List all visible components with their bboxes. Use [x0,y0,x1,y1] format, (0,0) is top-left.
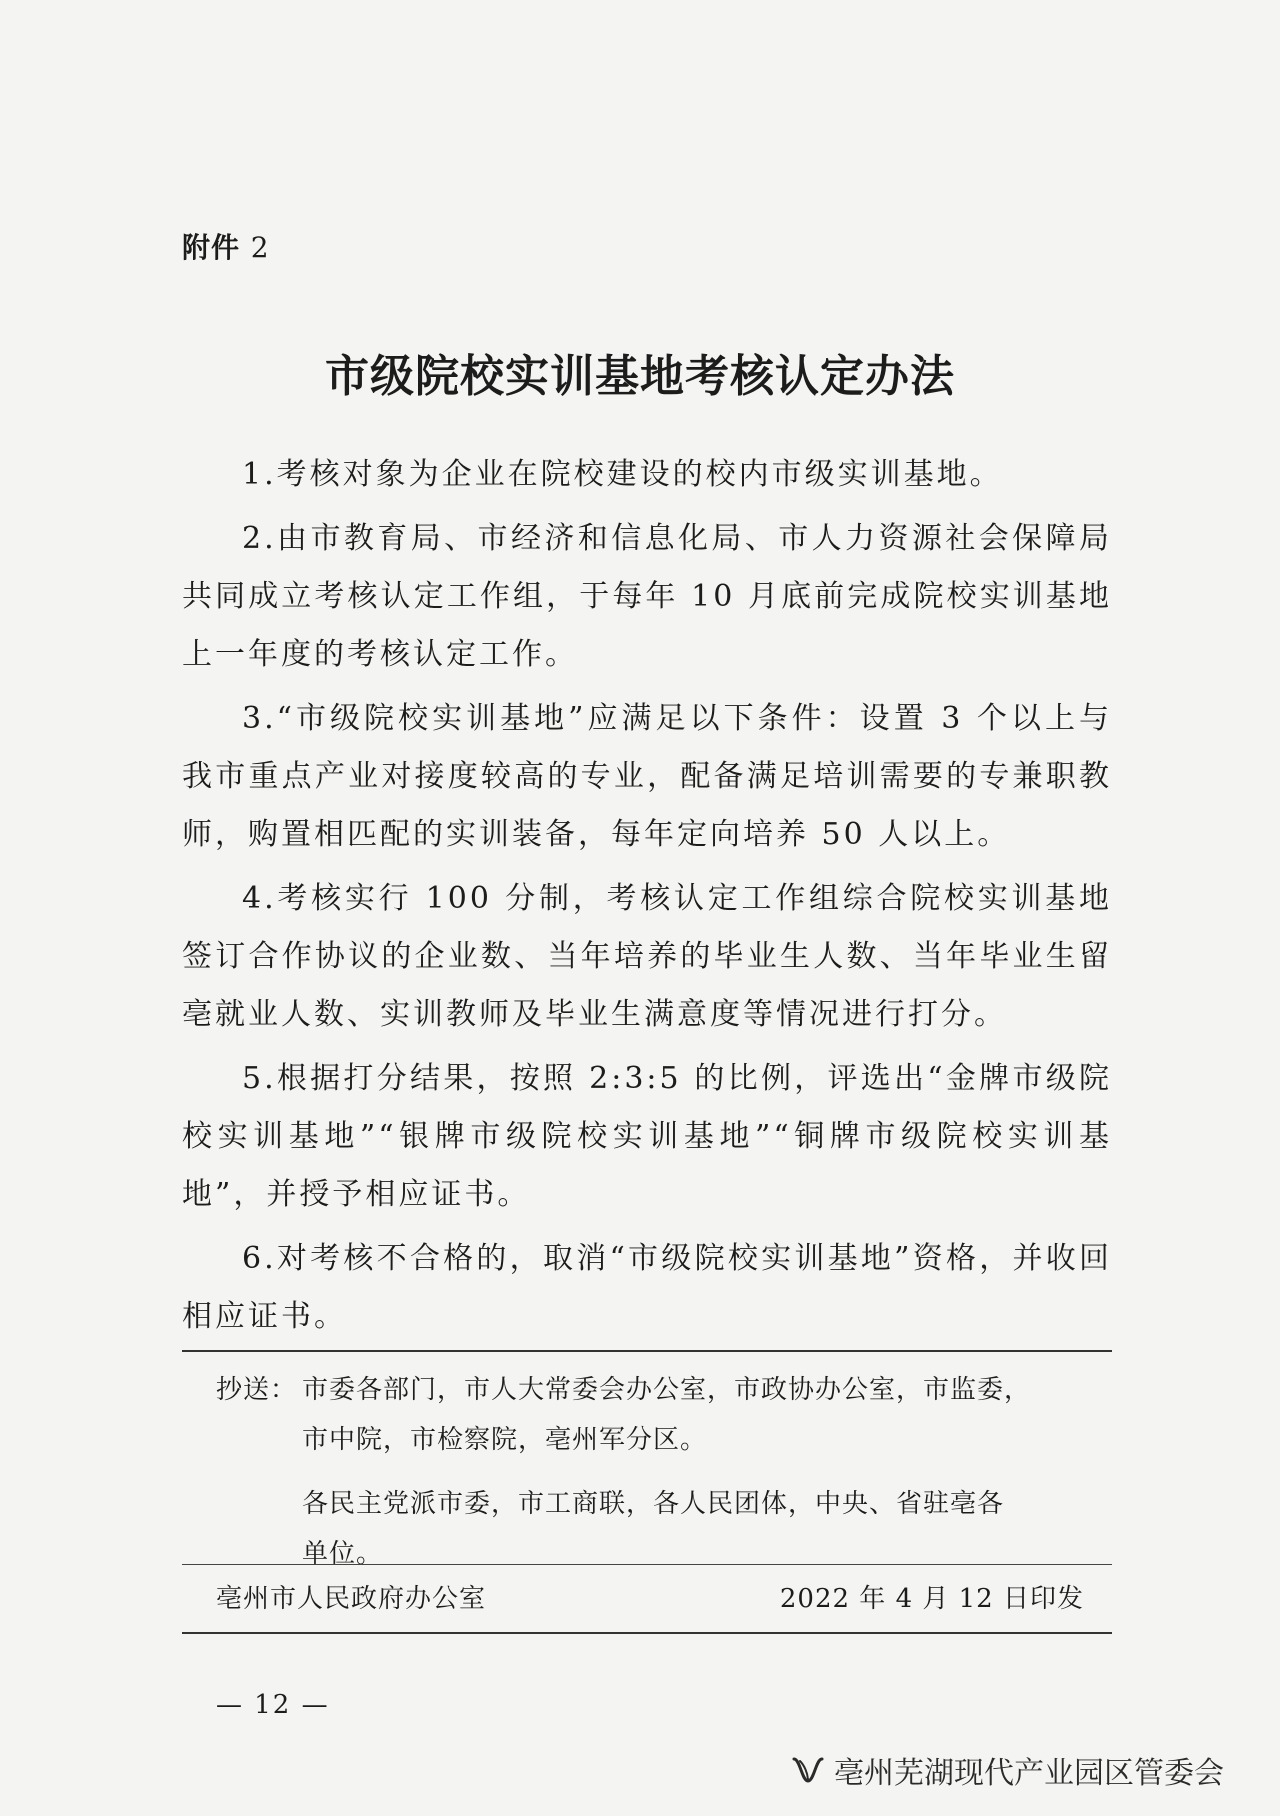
paragraph-2: 2.由市教育局、市经济和信息化局、市人力资源社会保障局共同成立考核认定工作组，于每年 10 月底前完成院校实训基地上一年度的考核认定工作。 [182,521,1112,672]
watermark-text: 亳州芜湖现代产业园区管委会 [834,1756,1224,1791]
document-body [182,446,1112,1352]
cc-top-rule [182,1350,1112,1352]
wechat-channel-icon [790,1755,826,1785]
attachment-text: 附件 [182,231,241,264]
paragraph-5: 5.根据打分结果，按照 2:3:5 的比例，评选出“金牌市级院校实训基地”“银牌市级院校实训基地”“铜牌市级院校实训基地”，并授予相应证书。 [182,1061,1112,1212]
paragraph-1: 1.考核对象为企业在院校建设的校内市级实训基地。 [242,457,1003,492]
cc-label: 抄送： [216,1375,298,1405]
cc-block [182,1365,1112,1579]
paragraph-3: 3.“市级院校实训基地”应满足以下条件：设置 3 个以上与我市重点产业对接度较高的专业，配备满足培训需要的专兼职教师，购置相匹配的实训装备，每年定向培养 50 人以上。 [182,701,1112,852]
watermark [790,1748,1224,1792]
page-number: — 12 — [216,1690,330,1720]
paragraph-6: 6.对考核不合格的，取消“市级院校实训基地”资格，并收回相应证书。 [182,1241,1112,1334]
document-title: 市级院校实训基地考核认定办法 [325,351,955,402]
cc-line-3: 各民主党派市委，市工商联，各人民团体，中央、省驻亳各 [302,1489,1005,1519]
issuer-top-rule [182,1564,1112,1565]
cc-line-4: 单位。 [302,1539,384,1569]
issuer-name: 亳州市人民政府办公室 [216,1584,487,1614]
issuer-bottom-rule [182,1632,1112,1634]
attachment-number: 2 [250,231,270,264]
cc-line-2: 市中院，市检察院，亳州军分区。 [302,1425,708,1455]
paragraph-4: 4.考核实行 100 分制，考核认定工作组综合院校实训基地签订合作协议的企业数、当年培养的毕业生人数、当年毕业生留亳就业人数、实训教师及毕业生满意度等情况进行打分。 [182,881,1112,1032]
cc-line-1: 市委各部门，市人大常委会办公室，市政协办公室，市监委， [302,1375,1032,1405]
attachment-label [182,226,270,266]
issue-date: 2022 年 4 月 12 日印发 [779,1584,1084,1614]
